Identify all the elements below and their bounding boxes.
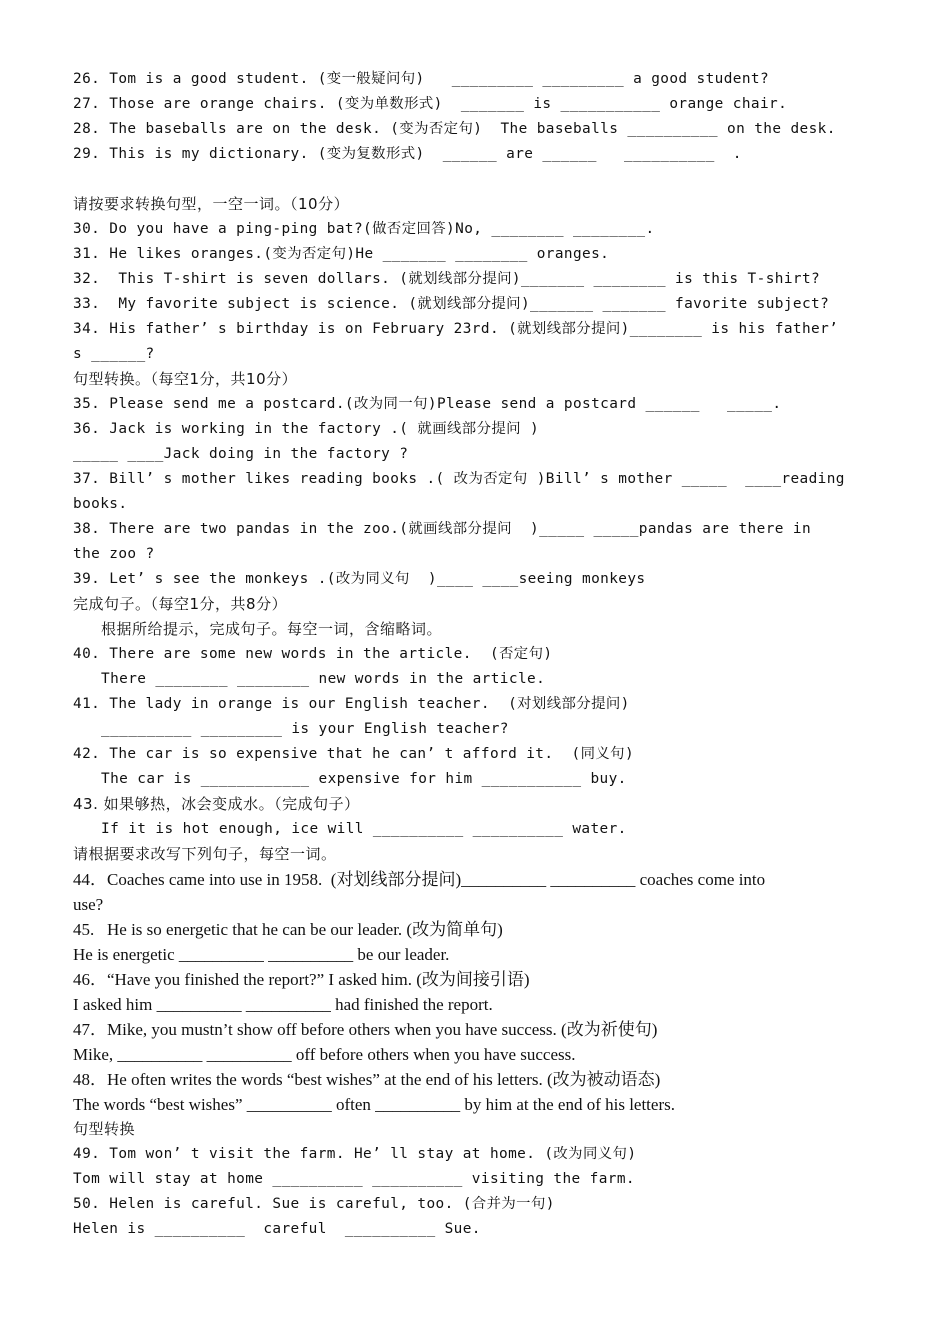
exercise-line-50-answer: Helen is __________ careful __________ Sue. [73, 1221, 481, 1237]
section-instruction: 根据所给提示，完成句子。每空一词，含缩略词。 [101, 620, 443, 638]
section-heading-4: 请根据要求改写下列句子，每空一词。 [73, 845, 337, 863]
exercise-line-40-answer: There ________ ________ new words in the article. [101, 671, 546, 687]
exercise-line-46: 46．“Have you finished the report?” I asked him. (改为间接引语) [73, 970, 530, 989]
exercise-line-44-cont: use? [73, 895, 104, 914]
section-heading-3: 完成句子。（每空1分，共8分） [73, 595, 288, 613]
exercise-line-47-answer: Mike, __________ __________ off before others when you have success. [73, 1045, 576, 1064]
exercise-line-27: 27. Those are orange chairs. (变为单数形式) _______ is ___________ orange chair. [73, 96, 788, 112]
exercise-line-26: 26. Tom is a good student. (变一般疑问句) _________ _________ a good student? [73, 71, 770, 87]
exercise-line-50: 50. Helen is careful. Sue is careful, too. (合并为一句) [73, 1196, 555, 1212]
exercise-line-35: 35. Please send me a postcard.(改为同一句)Please send a postcard ______ _____. [73, 396, 782, 412]
exercise-line-37: 37. Bill’ s mother likes reading books .( 改为否定句 )Bill’ s mother _____ ____reading [73, 471, 845, 487]
exercise-line-45: 45. He is so energetic that he can be our leader. (改为简单句) [73, 920, 503, 939]
exercise-line-48: 48．He often writes the words “best wishes” at the end of his letters. (改为被动语态) [73, 1070, 661, 1089]
exercise-line-41: 41. The lady in orange is our English teacher. (对划线部分提问) [73, 696, 630, 712]
section-heading-5: 句型转换 [73, 1120, 136, 1138]
exercise-line-47: 47．Mike, you mustn’t show off before others when you have success. (改为祈使句) [73, 1020, 658, 1039]
exercise-line-30: 30. Do you have a ping-ping bat?(做否定回答)No, ________ ________. [73, 221, 655, 237]
exercise-line-45-answer: He is energetic __________ __________ be our leader. [73, 945, 450, 964]
exercise-line-38-cont: the zoo ? [73, 546, 155, 562]
exercise-line-40: 40. There are some new words in the article. (否定句) [73, 646, 553, 662]
exercise-line-34: 34. His father’ s birthday is on February 23rd. (就划线部分提问)________ is his father’ [73, 321, 839, 337]
exercise-line-49-answer: Tom will stay at home __________ __________ visiting the farm. [73, 1171, 635, 1187]
exercise-line-43: 43. 如果够热，冰会变成水。（完成句子） [73, 795, 360, 813]
exercise-line-34-cont: s ______? [73, 346, 155, 362]
exercise-line-44: 44．Coaches came into use in 1958. (对划线部分提问)__________ __________ coaches come into [73, 870, 766, 889]
section-heading-2: 句型转换。（每空1分，共10分） [73, 370, 298, 388]
exercise-line-31: 31. He likes oranges.(变为否定句)He _______ ________ oranges. [73, 246, 610, 262]
exercise-line-29: 29. This is my dictionary. (变为复数形式) ______ are ______ __________ . [73, 146, 742, 162]
exercise-line-32: 32. This T-shirt is seven dollars. (就划线部分提问)_______ ________ is this T-shirt? [73, 271, 821, 287]
exercise-line-42-answer: The car is ____________ expensive for him ___________ buy. [101, 771, 627, 787]
exercise-line-42: 42. The car is so expensive that he can’ t afford it. (同义句) [73, 746, 635, 762]
exercise-line-43-answer: If it is hot enough, ice will __________ __________ water. [101, 821, 627, 837]
exercise-line-46-answer: I asked him __________ __________ had finished the report. [73, 995, 493, 1014]
exercise-line-36-answer: _____ ____Jack doing in the factory ? [73, 446, 409, 462]
exercise-line-49: 49. Tom won’ t visit the farm. He’ ll stay at home. (改为同义句) [73, 1146, 637, 1162]
exercise-line-39: 39. Let’ s see the monkeys .(改为同义句 )____ ____seeing monkeys [73, 571, 646, 587]
exercise-line-38: 38. There are two pandas in the zoo.(就画线部分提问 )_____ _____pandas are there in [73, 521, 812, 537]
worksheet-page [73, 67, 879, 1242]
exercise-line-36: 36. Jack is working in the factory .( 就画线部分提问 ) [73, 421, 540, 437]
exercise-line-41-answer: __________ _________ is your English teacher? [101, 721, 509, 737]
exercise-line-37-cont: books. [73, 496, 128, 512]
section-heading-1: 请按要求转换句型，一空一词。（10分） [73, 195, 350, 213]
spacer [73, 167, 879, 192]
exercise-line-48-answer: The words “best wishes” __________ often __________ by him at the end of his letters. [73, 1095, 675, 1114]
exercise-line-33: 33. My favorite subject is science. (就划线部分提问)_______ _______ favorite subject? [73, 296, 830, 312]
exercise-line-28: 28. The baseballs are on the desk. (变为否定句) The baseballs __________ on the desk. [73, 121, 836, 137]
